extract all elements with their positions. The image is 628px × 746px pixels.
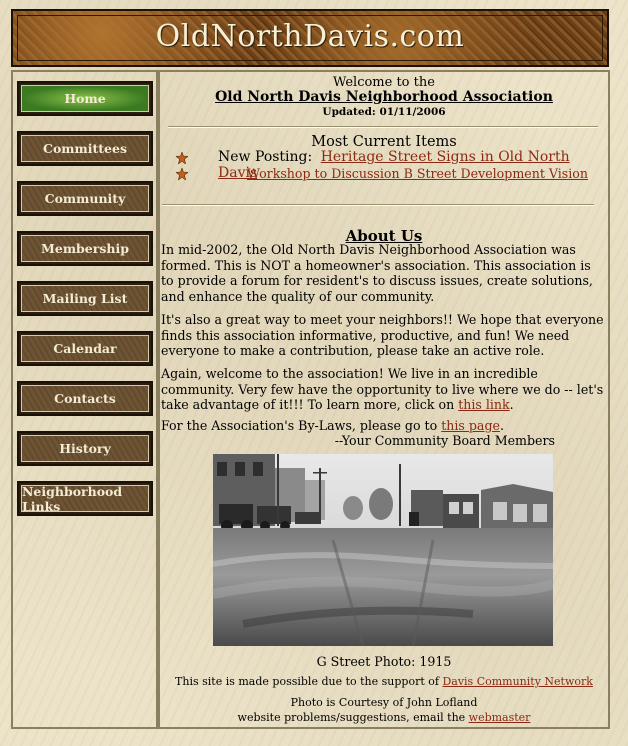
bylaws-paragraph xyxy=(161,418,607,434)
nav-committees-label: Committees xyxy=(21,135,149,162)
about-paragraph-3 xyxy=(161,366,607,413)
bylaws-end: . xyxy=(499,418,504,433)
nav-home-label: Home xyxy=(21,85,149,112)
nav-neighborhood-links[interactable] xyxy=(17,481,153,516)
heritage-street-signs-link[interactable]: Heritage Street Signs in Old North Davis xyxy=(218,149,570,181)
support-line xyxy=(160,675,608,688)
nav-committees[interactable] xyxy=(17,131,153,166)
photo-courtesy: Photo is Courtesy of John Lofland xyxy=(290,696,478,709)
workshop-b-street-link[interactable]: Workshop to Discussion B Street Development Vision xyxy=(247,166,588,181)
problems-line xyxy=(160,711,608,724)
photo-caption: G Street Photo: 1915 xyxy=(316,654,452,669)
nav-contacts[interactable] xyxy=(17,381,153,416)
davis-community-network-link[interactable]: Davis Community Network xyxy=(442,675,593,688)
nav-neighborhood-links-label: Neighborhood Links xyxy=(21,485,149,512)
header-banner xyxy=(11,9,609,67)
welcome-line: Welcome to the xyxy=(333,75,435,90)
nav-community[interactable] xyxy=(17,181,153,216)
about-paragraph-1: In mid-2002, the Old North Davis Neighborhood Association was formed. This is NOT a homeowner's association. This association is to provide a forum for resident's to discuss issues, create solutions, and enhance the quality of our community. xyxy=(161,242,593,304)
bullet-star-icon xyxy=(176,152,188,164)
about-us-heading: About Us xyxy=(345,227,423,245)
bylaws-link[interactable]: this page xyxy=(441,418,500,433)
webmaster-link[interactable]: webmaster xyxy=(468,711,531,724)
nav-mailing-list-label: Mailing List xyxy=(21,285,149,312)
nav-calendar[interactable] xyxy=(17,331,153,366)
learn-more-link[interactable]: this link xyxy=(458,397,510,413)
divider xyxy=(162,204,594,206)
current-item-2 xyxy=(247,166,588,181)
about-paragraph-3-text: Again, welcome to the association! We live in an incredible community. Very few have the opportunity to live where we do -- let's take advantage of it!!! To learn more, click on xyxy=(161,366,604,413)
nav-history-label: History xyxy=(21,435,149,462)
updated-date: Updated: 01/11/2006 xyxy=(322,106,446,118)
divider xyxy=(168,126,598,128)
current-items-title: Most Current Items xyxy=(311,134,457,150)
nav-calendar-label: Calendar xyxy=(21,335,149,362)
site-title: OldNorthDavis.com xyxy=(155,19,465,54)
nav-contacts-label: Contacts xyxy=(21,385,149,412)
nav-history[interactable] xyxy=(17,431,153,466)
bylaws-text: For the Association's By-Laws, please go to xyxy=(161,418,442,433)
nav-membership-label: Membership xyxy=(21,235,149,262)
support-text: This site is made possible due to the support of xyxy=(175,675,443,688)
problems-text: website problems/suggestions, email the xyxy=(237,711,469,724)
about-paragraph-2: It's also a great way to meet your neighbors!! We hope that everyone finds this association informative, productive, and fun! We need everyone to make a contribution, please take an active role. xyxy=(161,312,604,359)
association-title: Old North Davis Neighborhood Association xyxy=(215,89,553,105)
nav-home[interactable] xyxy=(17,81,153,116)
bullet-star-icon xyxy=(176,168,188,180)
nav-community-label: Community xyxy=(21,185,149,212)
g-street-photo xyxy=(213,454,553,646)
new-posting-label: New Posting: xyxy=(218,149,313,165)
nav-membership[interactable] xyxy=(17,231,153,266)
street-photo-image xyxy=(213,454,553,646)
nav-mailing-list[interactable] xyxy=(17,281,153,316)
about-paragraph-3-end: . xyxy=(509,397,514,413)
board-signature: --Your Community Board Members xyxy=(334,433,555,448)
